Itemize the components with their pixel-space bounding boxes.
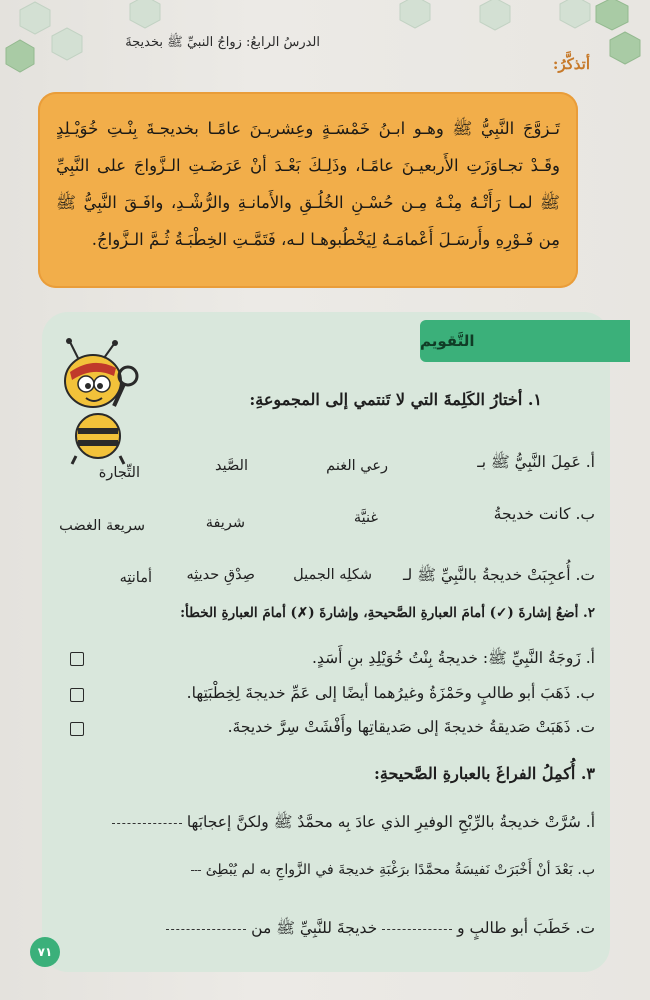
bee-mascot-icon: [48, 336, 148, 466]
q3-item-c-middle-text: خديجةَ للنَّبِيِّ ﷺ من: [251, 919, 378, 937]
q2-answer-box-a[interactable]: [70, 652, 84, 666]
remember-box: [38, 92, 578, 288]
q1-item-c-option-3[interactable]: أمانتِه: [119, 570, 152, 586]
q1-item-a-option-3[interactable]: التِّجارة: [98, 465, 140, 481]
q2-answer-box-b[interactable]: [70, 688, 84, 702]
q3-item-a: [112, 812, 595, 835]
q3-title: ٣. أُكمِلُ الفراغَ بالعبارةِ الصَّحيحةِ:: [373, 764, 595, 783]
remember-heading: أتذكَّرُ:: [552, 55, 590, 73]
q1-item-b-option-3[interactable]: سريعة الغضب: [59, 518, 145, 534]
q3-item-c: [166, 918, 595, 941]
q2-title: ٢. أضعُ إشارةَ (✓) أمامَ العبارةِ الصَّحيحةِ، وإشارةَ (✗) أمامَ العبارةِ الخطأ:: [180, 605, 595, 621]
q3-item-c-blank-2[interactable]: [166, 929, 246, 930]
q3-item-c-text: ت. خَطَبَ أبو طالبٍ و: [457, 919, 595, 937]
q1-item-b-stem: ب. كانت خديجةُ: [493, 505, 595, 523]
q3-item-c-blank-1[interactable]: [382, 929, 452, 930]
q1-item-c-option-2[interactable]: صِدْقِ حديثِه: [186, 567, 255, 583]
q1-item-a-stem: أ. عَمِلَ النَّبِيُّ ﷺ بـ: [477, 453, 595, 471]
q3-item-a-blank[interactable]: [112, 823, 182, 824]
q1-title: ١. أختارُ الكَلِمةَ التي لا تَنتمي إلى المجموعةِ:: [249, 390, 542, 409]
lesson-title: الدرسُ الرابعُ: زواجُ النبيِّ ﷺ بخديجةَ: [125, 35, 320, 50]
q2-statement-c: ت. ذَهَبَتْ صَديقةُ خديجةَ إلى صَديقاتِها وأَفْشَتْ سِرَّ خديجةَ.: [227, 718, 595, 736]
q1-item-b-option-1[interactable]: غنيَّة: [353, 510, 378, 526]
q3-item-a-text: أ. سُرَّتْ خديجةُ بالرِّبْحِ الوفيرِ الذي عادَ بِه محمَّدٌ ﷺ ولكنَّ إعجابَها: [186, 813, 595, 831]
q1-item-c-option-1[interactable]: شكلِه الجميل: [293, 567, 372, 583]
q2-statement-b: ب. ذَهَبَ أبو طالبٍ وحَمْزَةُ وغيرُهما أيضًا إلى عَمِّ خديجةَ لِخِطْبَتِها.: [186, 684, 595, 702]
q3-item-b-text: ب. بَعْدَ أنْ أَخْبَرَتْ نَفيسَةُ محمَّدًا برَغْبَةِ خديجةَ في الزَّواجِ به لم يُبْطِئ: [205, 862, 595, 878]
q3-item-b: [191, 862, 595, 878]
q1-item-b-option-2[interactable]: شريفة: [205, 515, 245, 531]
page-number: ٧١: [30, 937, 60, 967]
q1-item-a-option-1[interactable]: رعي الغنم: [326, 458, 388, 474]
q2-statement-a: أ. زَوجَةُ النَّبِيِّ ﷺ: خديجةُ بِنْتُ خُوَيْلِدِ بنِ أَسَدٍ.: [312, 649, 595, 667]
q1-item-a-option-2[interactable]: الصَّيد: [214, 458, 248, 474]
evaluation-tab: [420, 320, 630, 362]
q2-answer-box-c[interactable]: [70, 722, 84, 736]
evaluation-tab-label: التَّقويم: [420, 332, 475, 350]
remember-paragraph: تَـزوَّجَ النَّبِيُّ ﷺ وهـو ابـنُ خَمْسَـةٍ وعِشريـنَ عامًـا بخديجـةَ بِنْـتِ خُوَيْـلِدٍ وقَـدْ تجـاوَزَتِ الأَربعيـنَ عامًـا، وذَلِـكَ بَعْـدَ أنْ عَرَضَـتِ الـزَّواجَ على النَّبِيِّ ﷺ لمـا رَأَتْـهُ مِنْـهُ مِـن حُسْـنِ الخُلُـقِ والأَمانـةِ والرُّشْـدِ، وافَـقَ النَّبِيُّ ﷺ مِن فَـوْرِهِ وأَرسَـلَ أَعْمامَـهُ لِيَخْطُبوهـا لـه، فَتَمَّـتِ الخِطْبَـةُ ثُـمَّ الـزَّواجُ.: [56, 119, 560, 249]
q3-item-b-blank[interactable]: [191, 870, 201, 871]
q1-item-c-stem: ت. أُعجِبَتْ خديجةُ بالنَّبِيِّ ﷺ لـ: [403, 566, 595, 584]
